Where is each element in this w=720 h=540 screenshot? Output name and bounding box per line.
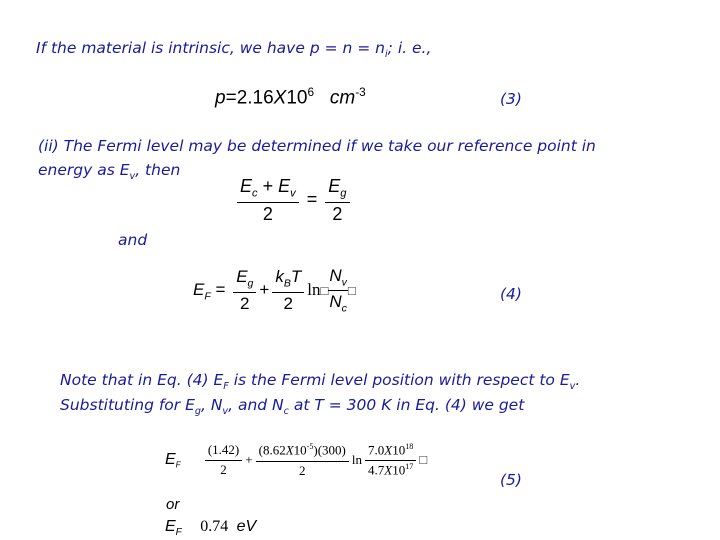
equation-label-5: (5): [500, 471, 522, 489]
equation-3: $p=2.16X10^6$ $cm^{-3}$: [215, 86, 366, 109]
paragraph-ii-line1: (ii) The Fermi level may be determined if we take our reference point in: [38, 137, 596, 155]
equation-result: $E_F$ 0.74 eV: [165, 518, 257, 539]
note-line2: Substituting for $E_g$, $N_v$, and $N_c$ at T = 300 K in Eq. (4) we get: [60, 396, 525, 418]
paragraph-ii-line2: energy as $E_v$, then: [38, 161, 181, 183]
equation-5: $E_F$ $\frac{(1.42)}{2}$ + $\frac{(8.62X10^{-5})(300)}{2}$ ln $\frac{7.0X10^{18}}{4.7X10^{17}}$ □: [165, 442, 428, 478]
equation-fermi-midgap: $\frac{E_c + E_v}{2}$ = $\frac{E_g}{2}$: [234, 176, 353, 225]
note-line1: Note that in Eq. (4) $E_F$ is the Fermi level position with respect to $E_v$.: [60, 371, 581, 393]
equation-4: $E_F$ = $\frac{E_g}{2}$ + $\frac{k_BT}{2}$ ln□ $\frac{N_v}{N_c}$ □: [193, 266, 356, 315]
equation-label-4: (4): [500, 285, 522, 303]
and-word: and: [118, 231, 148, 249]
equation-label-3: (3): [500, 90, 522, 108]
intro-sentence: If the material is intrinsic, we have $p = n = n_i$; i. e.,: [36, 39, 432, 61]
or-word: or: [166, 496, 180, 513]
